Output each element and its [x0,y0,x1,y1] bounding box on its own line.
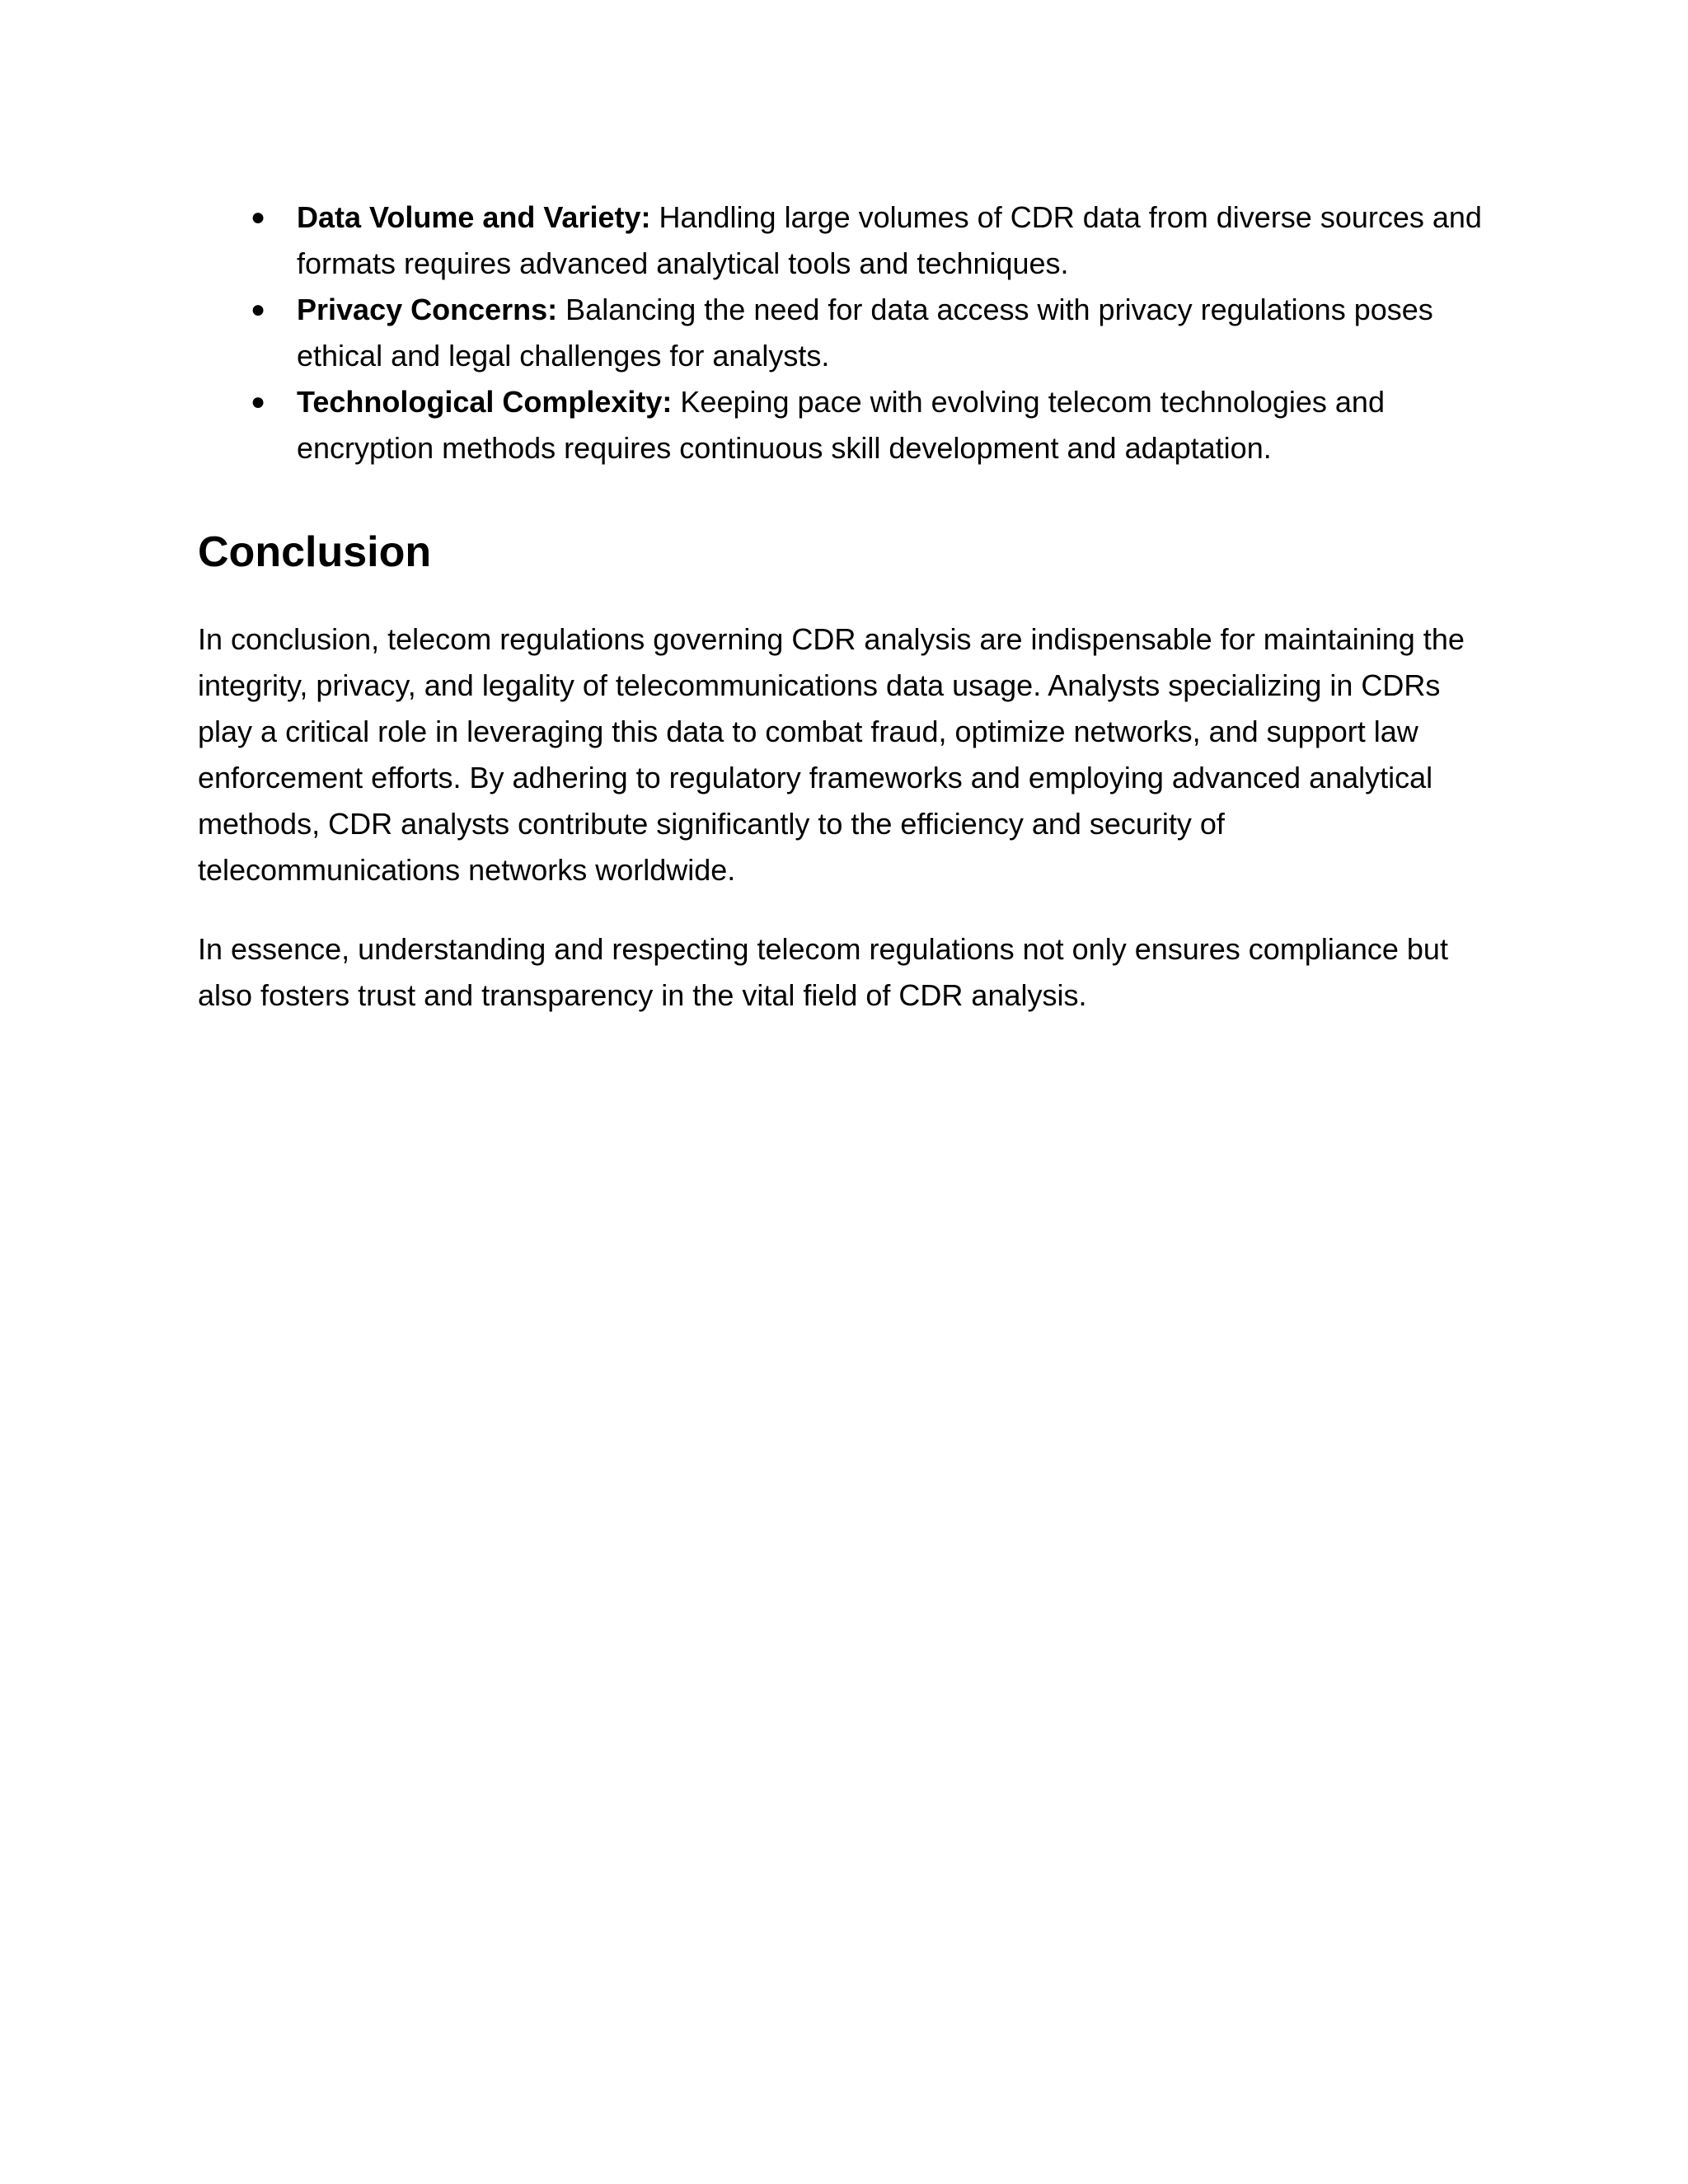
bullet-icon: ● [251,296,266,323]
bullet-term: Data Volume and Variety: [297,200,651,234]
bullet-term: Technological Complexity: [297,385,673,419]
list-item [198,287,1492,379]
document-content [198,194,1492,1019]
challenges-list [198,194,1492,471]
essence-paragraph: In essence, understanding and respecting telecom regulations not only ensures compliance but also fosters trust and transparency in the vital field of CDR analysis. [198,932,1448,1012]
conclusion-paragraph: In conclusion, telecom regulations governing CDR analysis are indispensable for maintaining the integrity, privacy, and legality of telecommunications data usage. Analysts specializing in CDRs play a critical role in leveraging this data to combat fraud, optimize networks, and support law enforcement efforts. By adhering to regulatory frameworks and employing advanced analytical methods, CDR analysts contribute significantly to the efficiency and security of telecommunications networks worldwide. [198,622,1465,887]
bullet-text: Balancing the need for data access with privacy regulations poses ethical and legal challenges for analysts. [297,293,1433,373]
bullet-text: Keeping pace with evolving telecom technologies and encryption methods requires continuous skill development and adaptation. [297,385,1385,465]
bullet-text: Handling large volumes of CDR data from diverse sources and formats requires advanced analytical tools and techniques. [297,200,1482,280]
list-item [198,379,1492,471]
conclusion-heading: Conclusion [198,528,432,576]
bullet-term: Privacy Concerns: [297,293,558,326]
list-item [198,194,1492,287]
bullet-icon: ● [251,204,266,231]
bullet-icon: ● [251,388,266,415]
